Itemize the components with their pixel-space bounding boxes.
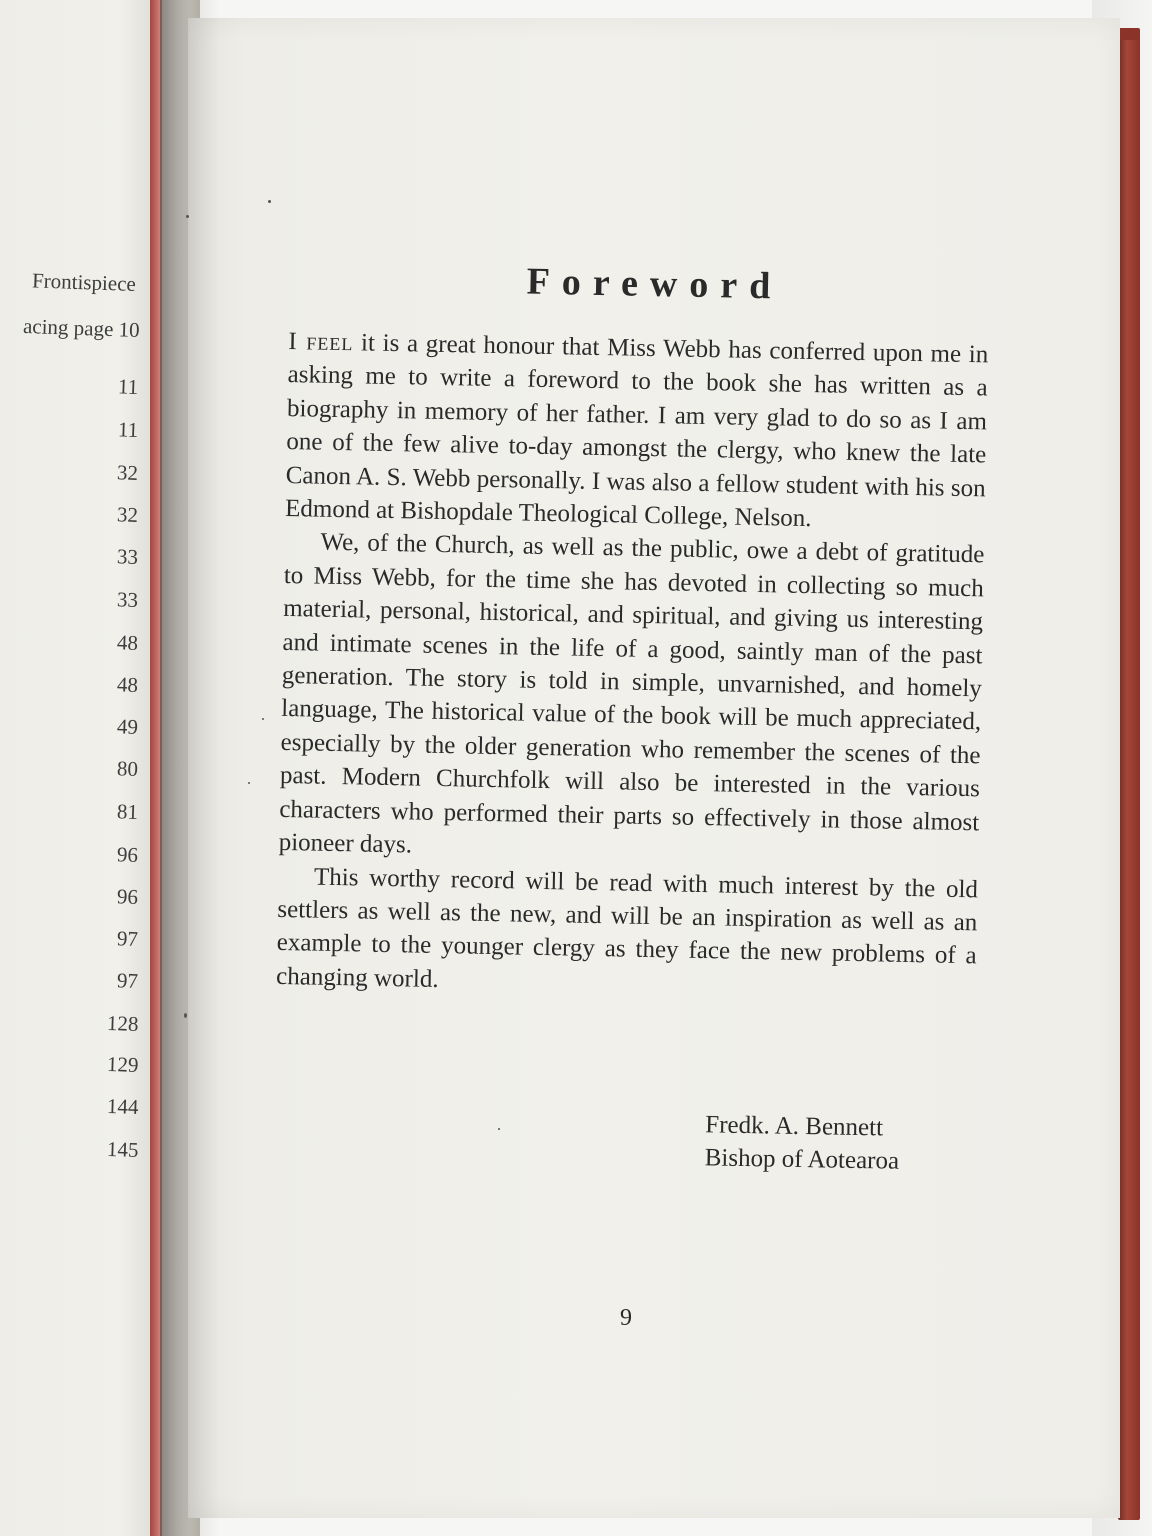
paragraph-text: it is a great honour that Miss Webb has conferred upon me in asking me to write a foreword to the book she has written as a biography in memory of her father. I am very glad to do so as I am one of the few alive to-day amongst the clergy, who knew the late Canon A. S. Webb personally. I was also a fellow student with his son Edmond at Bishopdale Theological College, Nelson. xyxy=(284,329,989,533)
paragraph xyxy=(285,325,989,539)
paper-speck xyxy=(248,782,250,784)
paragraph xyxy=(276,859,978,1006)
toc-line: acing page 10 xyxy=(23,313,141,342)
toc-line: 97 xyxy=(116,926,139,951)
toc-line: 48 xyxy=(116,630,139,655)
toc-line: 129 xyxy=(106,1051,139,1077)
toc-line: 97 xyxy=(116,968,139,993)
toc-line: 11 xyxy=(117,417,139,442)
toc-line: 11 xyxy=(117,374,139,399)
paper-speck xyxy=(262,718,264,720)
paper-speck xyxy=(186,215,189,218)
paragraph-text: This worthy record will be read with much interest by the old settlers as well as the new, and will be an inspiration as well as an example to the younger clergy as they face the new problems of a changing world. xyxy=(275,863,979,993)
paper-speck xyxy=(498,1128,500,1130)
toc-line: 145 xyxy=(106,1136,139,1162)
toc-line: 49 xyxy=(116,714,139,739)
toc-line: 144 xyxy=(106,1093,139,1119)
paragraph xyxy=(278,525,984,872)
signature-name: Fredk. A. Bennett xyxy=(705,1111,884,1142)
toc-line: 32 xyxy=(116,502,139,527)
paragraph-lead-words: I feel xyxy=(288,327,354,357)
toc-line: 48 xyxy=(116,672,139,697)
signature-title: Bishop of Aotearoa xyxy=(704,1144,900,1175)
toc-line: 96 xyxy=(116,884,139,909)
toc-line: Frontispiece xyxy=(31,268,137,296)
toc-line: 80 xyxy=(116,756,139,781)
toc-line: 81 xyxy=(116,799,139,824)
page-number: 9 xyxy=(620,1305,632,1331)
book-cover-right-edge xyxy=(1118,40,1140,1520)
page-title: Foreword xyxy=(526,260,783,308)
left-page xyxy=(0,0,150,1536)
toc-line: 33 xyxy=(116,544,139,569)
toc-line: 96 xyxy=(116,842,139,867)
signature-block xyxy=(704,1108,900,1177)
paper-speck xyxy=(184,1013,187,1018)
toc-line: 33 xyxy=(116,587,139,612)
paper-speck xyxy=(268,200,271,203)
foreword-text-block xyxy=(276,255,990,1006)
paragraph-text: We, of the Church, as well as the public, owe a debt of gratitude to Miss Webb, for the time she has devoted in collecting so much material, personal, historical, and spiritual, and giving us interesting and intimate scenes in the life of a good, saintly man of the past generation. The story is told in simple, unvarnished, and homely language, The historical value of the book will be much appreciated, especially by the older generation who remember the scenes of the past. Modern Churchfolk will also be interested in the various characters who performed their parts so effectively in those almost pioneer days. xyxy=(278,529,985,859)
gutter-shadow xyxy=(160,0,220,1536)
toc-line: 128 xyxy=(106,1010,139,1036)
toc-line: 32 xyxy=(116,460,139,485)
